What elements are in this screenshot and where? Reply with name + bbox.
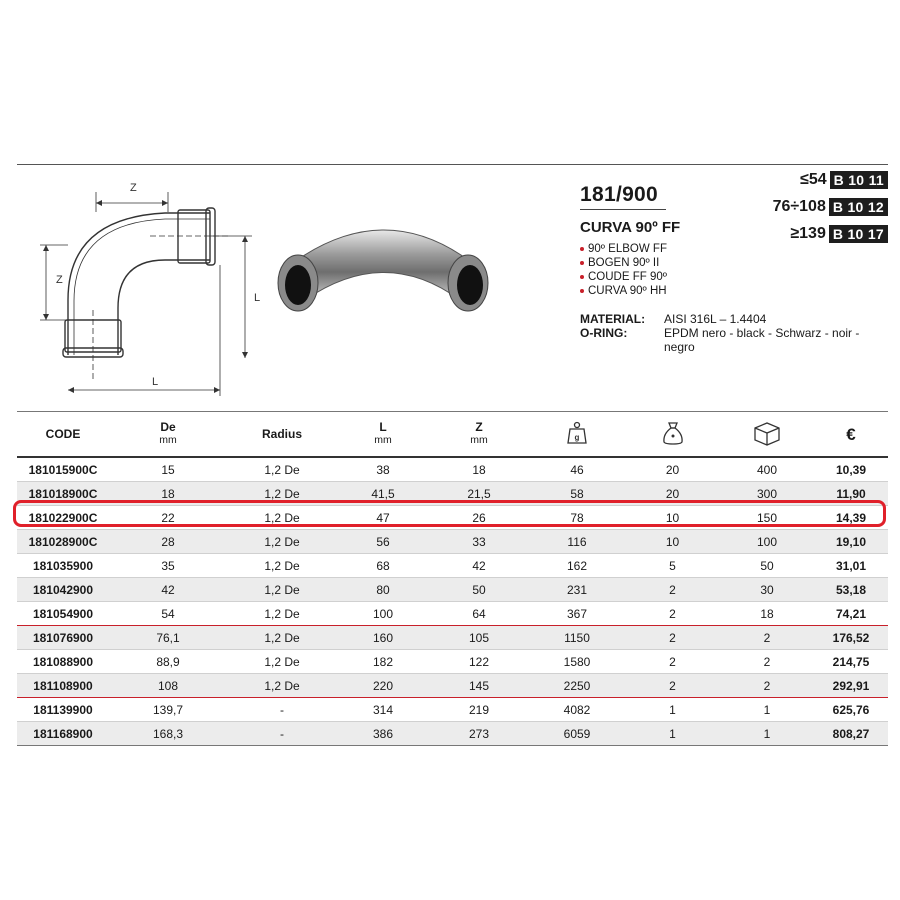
top-divider [17,164,888,165]
bullet-icon [580,289,584,293]
name-item: 90º ELBOW FF [580,242,667,256]
dim-l-bottom: L [152,376,159,388]
oring-value: EPDM nero - black - Schwarz - noir - negro [664,326,860,354]
product-subtitle: CURVA 90º FF [580,219,681,236]
dim-z-left: Z [56,274,63,286]
table-row: 181076900 76,1 1,2 De 160 105 1150 2 2 176,52 [17,626,888,650]
box-icon [720,420,814,449]
table-row: 181018900C 18 1,2 De 41,5 21,5 58 20 300 11,90 [17,482,888,506]
material-value: AISI 316L – 1.4404 [664,312,767,326]
bag-icon [625,420,720,449]
table-header [17,411,888,458]
table-row: 181088900 88,9 1,2 De 182 122 1580 2 2 214,75 [17,650,888,674]
header-z: Z mm [470,420,488,446]
spec-block [580,312,884,354]
name-item: BOGEN 90º II [580,256,667,270]
table-row-highlighted: 181022900C 22 1,2 De 47 26 78 10 150 14,39 [17,506,888,530]
badge-1: ≤54 B 10 11 [800,171,888,189]
product-names-list [580,242,667,298]
svg-text:g: g [574,432,580,442]
table-row: 181139900 139,7 - 314 219 4082 1 1 625,76 [17,698,888,722]
header-radius: Radius [261,426,302,441]
table-row: 181108900 108 1,2 De 220 145 2250 2 2 292,91 [17,674,888,698]
title-underline [580,209,666,210]
product-table [17,411,888,746]
table-row: 181168900 168,3 - 386 273 6059 1 1 808,27 [17,722,888,746]
dim-l-right: L [254,292,261,304]
bullet-icon [580,247,584,251]
dim-z-top: Z [130,182,137,194]
table-row: 181035900 35 1,2 De 68 42 162 5 50 31,01 [17,554,888,578]
header-price: € [846,424,856,444]
technical-drawing [30,170,270,405]
header-de: De mm [159,420,177,446]
material-label: MATERIAL: [580,312,646,326]
badge-3: ≥139 B 10 17 [790,225,888,243]
table-row: 181015900C 15 1,2 De 38 18 46 20 400 10,39 [17,458,888,482]
badge-2: 76÷108 B 10 12 [773,198,888,216]
bullet-icon [580,275,584,279]
oring-row [580,326,884,354]
elbow-photo-svg [270,205,505,335]
table-row: 181054900 54 1,2 De 100 64 367 2 18 74,21 [17,602,888,626]
table-row: 181042900 42 1,2 De 80 50 231 2 30 53,18 [17,578,888,602]
product-code-title: 181/900 [580,183,659,206]
elbow-drawing-svg [30,170,270,405]
name-item: COUDE FF 90º [580,270,667,284]
oring-label: O-RING: [580,326,628,340]
material-row [580,312,884,326]
weight-icon [529,421,625,448]
name-item: CURVA 90º HH [580,284,667,298]
header-l: L mm [374,420,392,446]
header-code: CODE [45,426,81,441]
bullet-icon [580,261,584,265]
product-photo [270,205,505,335]
table-row: 181028900C 28 1,2 De 56 33 116 10 100 19,10 [17,530,888,554]
